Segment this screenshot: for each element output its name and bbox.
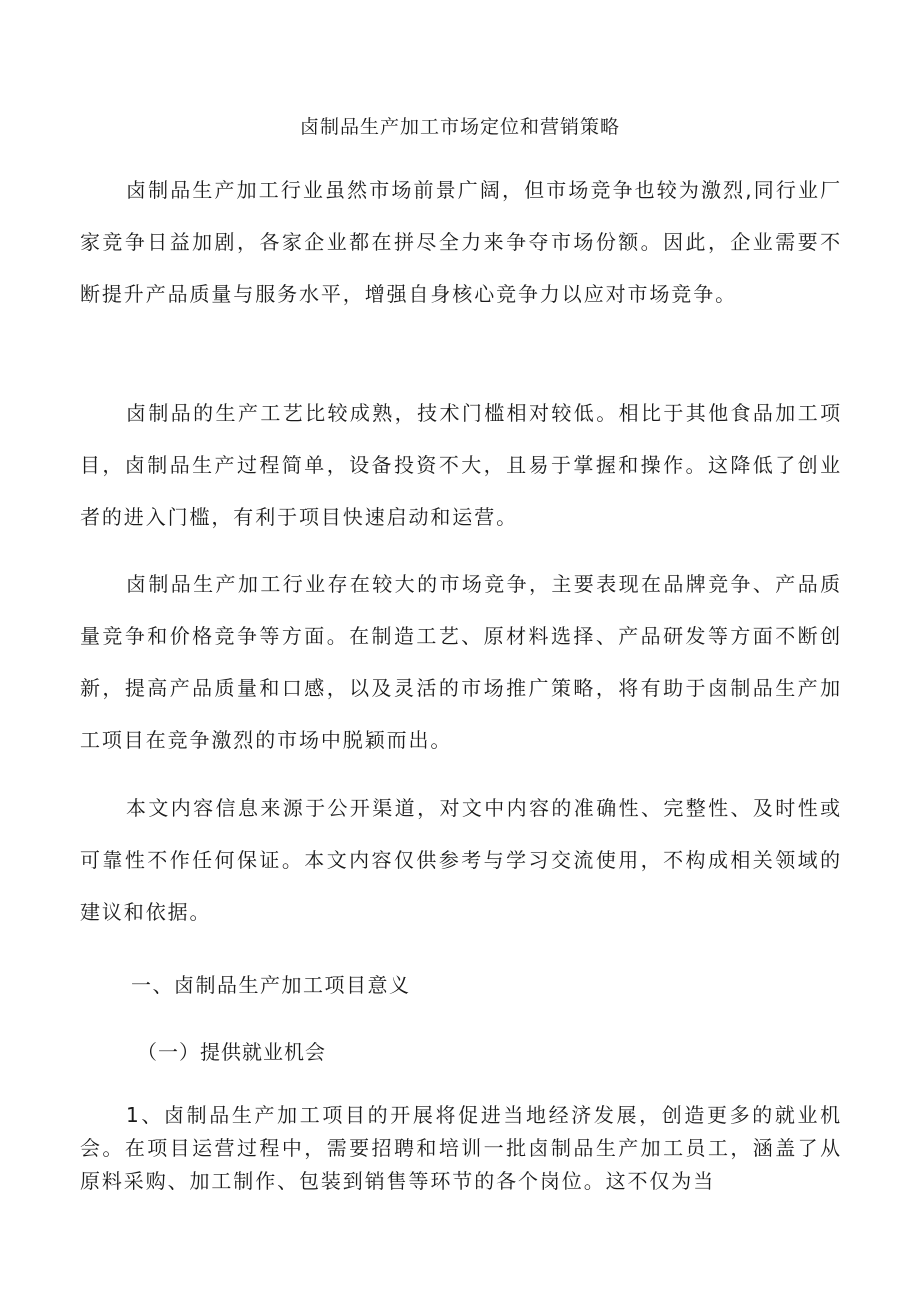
paragraph-market-competition: 卤制品生产加工行业虽然市场前景广阔，但市场竞争也较为激烈,同行业厂家竞争日益加剧，各家企业都在拼尽全力来争夺市场份额。因此，企业需要不断提升产品质量与服务水平，增强自身核心竞争力以应对市场竞争。: [80, 178, 842, 306]
paragraph-employment: 1、卤制品生产加工项目的开展将促进当地经济发展，创造更多的就业机会。在项目运营过程中，需要招聘和培训一批卤制品生产加工员工，涵盖了从原料采购、加工制作、包装到销售等环节的各个岗位。这不仅为当: [80, 1103, 842, 1193]
subsection-heading: （一）提供就业机会: [137, 1040, 326, 1064]
paragraph-production-process: 卤制品的生产工艺比较成熟，技术门槛相对较低。相比于其他食品加工项目，卤制品生产过程简单，设备投资不大，且易于掌握和操作。这降低了创业者的进入门槛，有利于项目快速启动和运营。: [80, 401, 842, 529]
paragraph-industry-competition: 卤制品生产加工行业存在较大的市场竞争，主要表现在品牌竞争、产品质量竞争和价格竞争等方面。在制造工艺、原材料选择、产品研发等方面不断创新，提高产品质量和口感，以及灵活的市场推广策略，将有助于卤制品生产加工项目在竞争激烈的市场中脱颖而出。: [80, 572, 842, 752]
section-heading: 一、卤制品生产加工项目意义: [131, 973, 411, 997]
paragraph-disclaimer: 本文内容信息来源于公开渠道，对文中内容的准确性、完整性、及时性或可靠性不作任何保证。本文内容仅供参考与学习交流使用，不构成相关领域的建议和依据。: [80, 796, 842, 924]
document-title: 卤制品生产加工市场定位和营销策略: [299, 116, 620, 138]
